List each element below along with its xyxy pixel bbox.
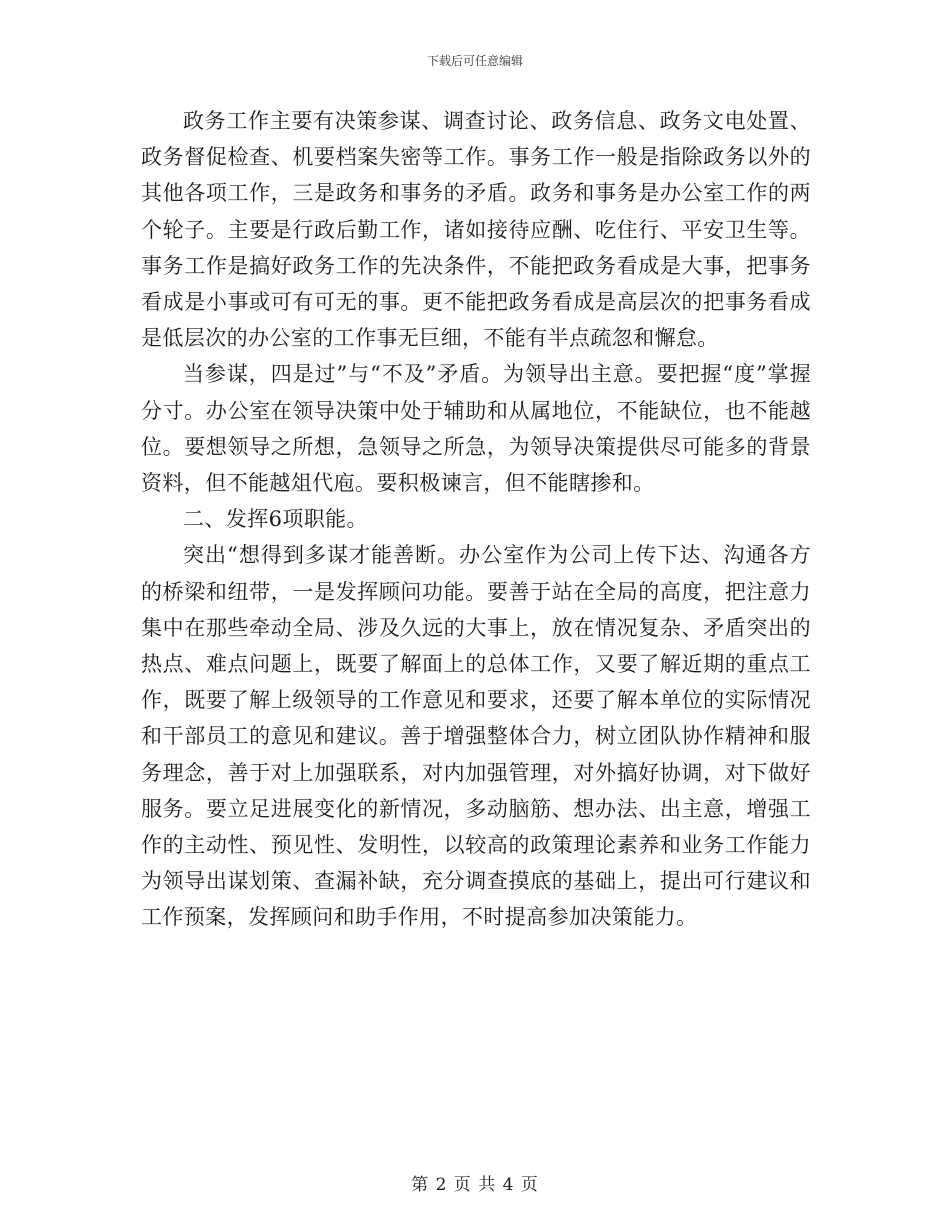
paragraph-2: 当参谋，四是过”与“不及”矛盾。为领导出主意。要把握“度”掌握分寸。办公室在领导决策中处于辅助和从属地位，不能缺位，也不能越位。要想领导之所想，急领导之所急，为领导决策提供尽可能多的背景资料，但不能越俎代庖。要积极谏言，但不能瞎掺和。: [141, 362, 811, 496]
document-body: [141, 103, 811, 936]
page-header-note: 下载后可任意编辑: [426, 54, 523, 68]
paragraph-3: 二、发挥6项职能。: [183, 507, 368, 532]
page-number: 第 2 页 共 4 页: [411, 1175, 539, 1195]
paragraph-1: 政务工作主要有决策参谋、调查讨论、政务信息、政务文电处置、政务督促检查、机要档案失密等工作。事务工作一般是指除政务以外的其他各项工作，三是政务和事务的矛盾。政务和事务是办公室工作的两个轮子。主要是行政后勤工作，诸如接待应酬、吃住行、平安卫生等。事务工作是搞好政务工作的先决条件，不能把政务看成是大事，把事务看成是小事或可有可无的事。更不能把政务看成是高层次的把事务看成是低层次的办公室的工作事无巨细，不能有半点疏忽和懈怠。: [141, 109, 811, 351]
paragraph-4: 突出“想得到多谋才能善断。办公室作为公司上传下达、沟通各方的桥梁和纽带，一是发挥顾问功能。要善于站在全局的高度，把注意力集中在那些牵动全局、涉及久远的大事上，放在情况复杂、矛盾突出的热点、难点问题上，既要了解面上的总体工作，又要了解近期的重点工作，既要了解上级领导的工作意见和要求，还要了解本单位的实际情况和干部员工的意见和建议。善于增强整体合力，树立团队协作精神和服务理念，善于对上加强联系，对内加强管理，对外搞好协调，对下做好服务。要立足进展变化的新情况，多动脑筋、想办法、出主意，增强工作的主动性、预见性、发明性，以较高的政策理论素养和业务工作能力为领导出谋划策、查漏补缺，充分调查摸底的基础上，提出可行建议和工作预案，发挥顾问和助手作用，不时提高参加决策能力。: [141, 543, 811, 930]
